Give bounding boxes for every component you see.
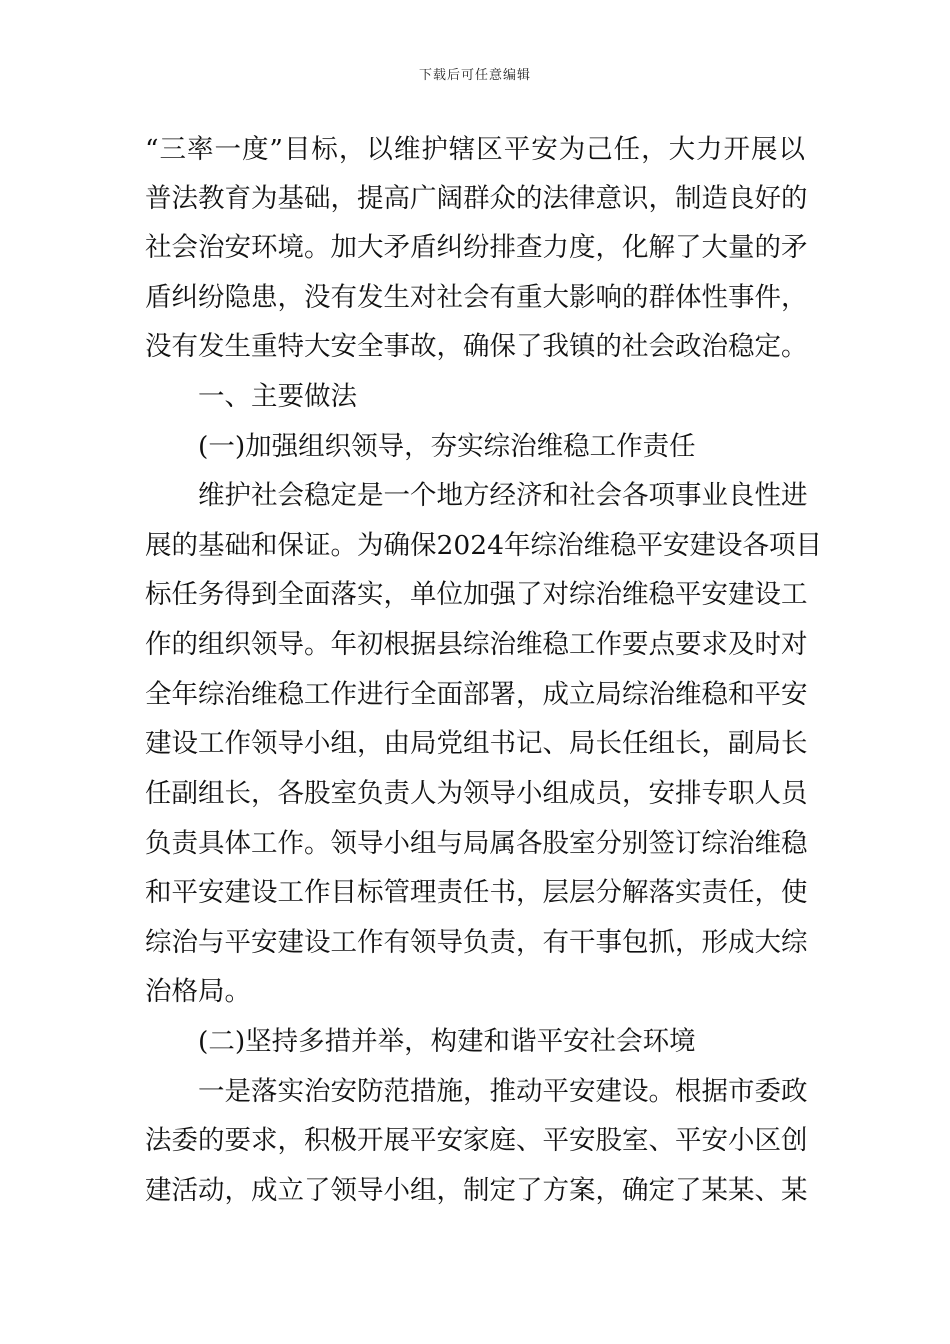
text-line: 社会治安环境。加大矛盾纠纷排查力度，化解了大量的矛 — [145, 232, 808, 263]
text-line: 维护社会稳定是一个地方经济和社会各项事业良性进 — [198, 480, 808, 511]
text-line: 展的基础和保证。为确保2024年综治维稳平安建设各项目 — [145, 530, 822, 561]
text-line: 普法教育为基础，提高广阔群众的法律意识，制造良好的 — [145, 183, 808, 214]
text-line: 负责具体工作。领导小组与局属各股室分别签订综治维稳 — [145, 828, 808, 859]
text-line: 一是落实治安防范措施，推动平安建设。根据市委政 — [198, 1076, 808, 1107]
text-line: 作的组织领导。年初根据县综治维稳工作要点要求及时对 — [145, 629, 808, 660]
text-line: 没有发生重特大安全事故，确保了我镇的社会政治稳定。 — [145, 331, 808, 362]
text-line: “三率一度”目标，以维护辖区平安为己任，大力开展以 — [145, 134, 805, 165]
subsection-heading: (二)坚持多措并举，构建和谐平安社会环境 — [198, 1026, 696, 1057]
text-line: 盾纠纷隐患，没有发生对社会有重大影响的群体性事件， — [145, 282, 808, 313]
subsection-heading: (一)加强组织领导，夯实综治维稳工作责任 — [198, 431, 696, 462]
text-line: 标任务得到全面落实，单位加强了对综治维稳平安建设工 — [145, 579, 808, 610]
text-line: 和平安建设工作目标管理责任书，层层分解落实责任，使 — [145, 877, 808, 908]
text-line: 全年综治维稳工作进行全面部署，成立局综治维稳和平安 — [145, 679, 808, 710]
text-line: 综治与平安建设工作有领导负责，有干事包抓，形成大综 — [145, 927, 808, 958]
section-heading: 一、主要做法 — [198, 381, 357, 412]
text-line: 建活动，成立了领导小组，制定了方案，确定了某某、某 — [145, 1175, 808, 1206]
text-line: 建设工作领导小组，由局党组书记、局长任组长，副局长 — [145, 728, 808, 759]
text-line: 法委的要求，积极开展平安家庭、平安股室、平安小区创 — [145, 1125, 808, 1156]
text-line: 治格局。 — [145, 976, 251, 1007]
page-header: 下载后可任意编辑 — [418, 68, 531, 83]
text-line: 任副组长，各股室负责人为领导小组成员，安排专职人员 — [145, 778, 808, 809]
